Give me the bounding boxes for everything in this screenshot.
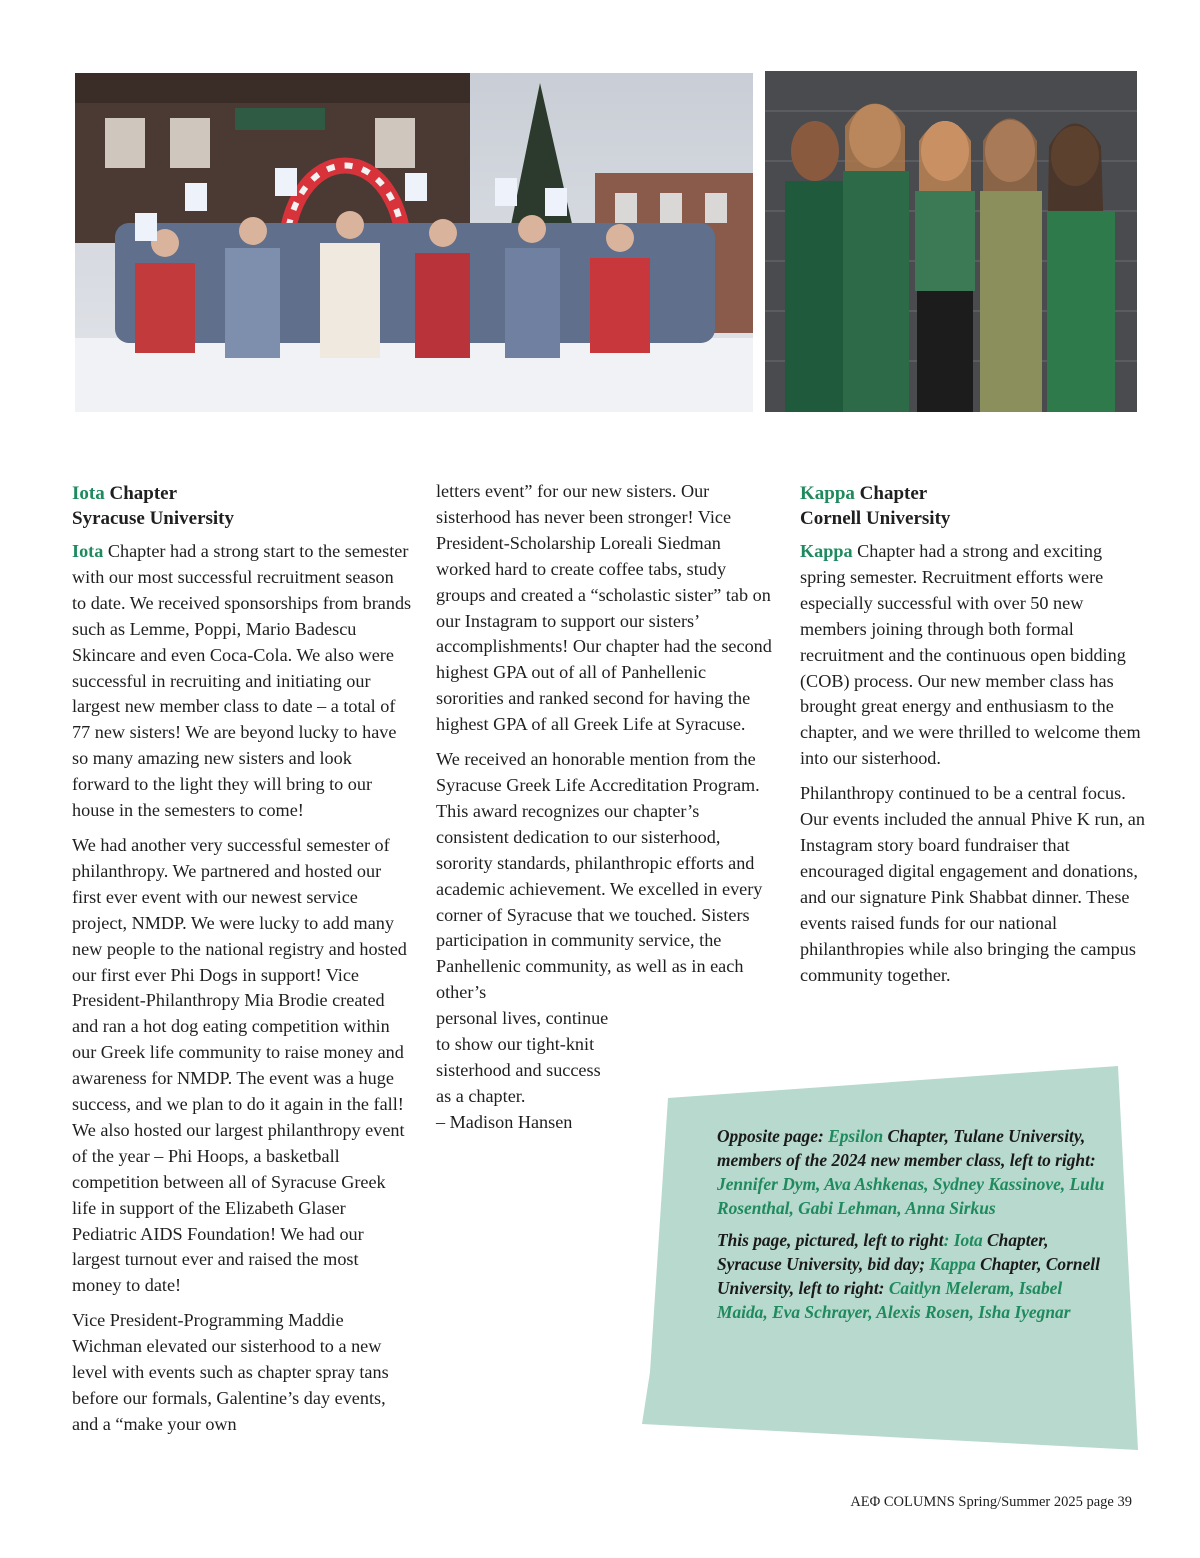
iota-paragraph-5-line-1: personal lives, continue xyxy=(436,1008,609,1029)
iota-university: Syracuse University xyxy=(72,508,235,529)
iota-heading xyxy=(72,481,412,531)
caption-1-b: Epsilon xyxy=(828,1126,884,1146)
caption-2-d: Kappa xyxy=(929,1254,976,1274)
iota-continued-column xyxy=(436,479,776,1136)
iota-paragraph-4: letters event” for our new sisters. Our sisterhood has never been stronger! Vice President-Scholarship Loreali Siedman worked hard to create coffee tabs, study groups and created a “scholastic sister” tab on our Instagram to support our sisters’ accomplishments! Our chapter had the second highest GPA out of all of Panhellenic sororities and ranked second for having the highest GPA of all Greek Life at Syracuse. xyxy=(436,481,772,735)
kappa-paragraph-1-lead: Kappa xyxy=(800,541,853,561)
caption-2-b: : Iota xyxy=(943,1230,983,1250)
caption-2-f: Caitlyn Meleram, Isabel Maida, Eva Schrayer, Alexis Rosen, Isha Iyegnar xyxy=(717,1278,1071,1322)
caption-2-a: This page, pictured, left to right xyxy=(717,1230,944,1250)
kappa-column xyxy=(800,481,1145,997)
caption-2-c: Chapter, Syracuse University, bid day; xyxy=(717,1230,1049,1274)
caption-1-a: Opposite page: xyxy=(717,1126,829,1146)
iota-paragraph-3: Vice President-Programming Maddie Wichman elevated our sisterhood to a new level with events such as chapter spray tans before our formals, Galentine’s day events, and a “make your own xyxy=(72,1310,389,1434)
kappa-paragraph-2: Philanthropy continued to be a central focus. Our events included the annual Phive K run, an Instagram story board fundraiser that encouraged digital engagement and donations, and our signature Pink Shabbat dinner. These events raised funds for our national philanthropies while also bringing the campus community together. xyxy=(800,783,1145,985)
caption-2-e: Chapter, Cornell University, left to right: xyxy=(717,1254,1100,1298)
iota-chapter-name: Iota xyxy=(72,483,105,504)
iota-paragraph-1-lead: Iota xyxy=(72,541,104,561)
iota-paragraph-5-line-3: sisterhood and success xyxy=(436,1059,601,1080)
caption-opposite-page xyxy=(717,1124,1112,1220)
iota-paragraph-5-line-2: to show our tight-knit xyxy=(436,1034,595,1055)
iota-paragraph-1 xyxy=(72,539,412,824)
kappa-chapter-name: Kappa xyxy=(800,483,855,504)
iota-paragraph-2: We had another very successful semester of philanthropy. We partnered and hosted our first ever event with our newest service project, NMDP. We were lucky to add many new people to the national registry and hosted our first ever Phi Dogs in support! Vice President-Philanthropy Mia Brodie created and ran a hot dog eating competition within our Greek life community to raise money and awareness for NMDP. The event was a huge success, and we plan to do it again in the fall! We also hosted our largest philanthropy event of the year – Phi Hoops, a basketball competition between all of Syracuse Greek life in support of the Elizabeth Glaser Pediatric AIDS Foundation! We had our largest turnout ever and raised the most money to date! xyxy=(72,834,407,1296)
kappa-members-photo xyxy=(765,71,1137,412)
iota-paragraph-1-body: Chapter had a strong start to the semester with our most successful recruitment season to date. We received sponsorships from brands such as Lemme, Poppi, Mario Badescu Skincare and even Coca-Cola. We also were successful in recruiting and initiating our largest new member class to date – a total of 77 new sisters! We are beyond lucky to have so many amazing new sisters and look forward to the light they will bring to our house in the semesters to come! xyxy=(72,541,412,821)
kappa-university: Cornell University xyxy=(800,508,951,529)
caption-1-c: Chapter, Tulane University, members of the 2024 new member class, left to right: xyxy=(717,1126,1096,1170)
iota-chapter-word: Chapter xyxy=(104,483,178,504)
iota-paragraph-5-line-4: as a chapter. xyxy=(436,1085,526,1106)
kappa-chapter-word: Chapter xyxy=(854,483,928,504)
iota-column xyxy=(72,481,412,1447)
kappa-paragraph-1 xyxy=(800,539,1145,772)
iota-bid-day-photo xyxy=(75,73,753,412)
kappa-heading xyxy=(800,481,1145,531)
kappa-paragraph-1-body: Chapter had a strong and exciting spring semester. Recruitment efforts were especially successful with over 50 new members joining through both formal recruitment and the continuous open bidding (COB) process. Our new member class has brought great energy and enthusiasm to the chapter, and we were thrilled to welcome them into our sisterhood. xyxy=(800,541,1141,769)
iota-paragraph-5-body: We received an honorable mention from the Syracuse Greek Life Accreditation Program. This award recognizes our chapter’s consistent dedication to our sisterhood, sorority standards, philanthropic efforts and academic achievement. We excelled in every corner of Syracuse that we touched. Sisters participation in community service, the Panhellenic community, as well as in each other’s xyxy=(436,749,763,1003)
photo-captions xyxy=(717,1124,1112,1332)
group-photo-iota-bid-day-icon xyxy=(75,73,753,412)
caption-this-page xyxy=(717,1228,1112,1324)
caption-1-d: Jennifer Dym, Ava Ashkenas, Sydney Kassinove, Lulu Rosenthal, Gabi Lehman, Anna Sirkus xyxy=(717,1174,1105,1218)
iota-signature: – Madison Hansen xyxy=(436,1111,573,1132)
page-footer: AEΦ COLUMNS Spring/Summer 2025 page 39 xyxy=(850,1494,1132,1510)
group-photo-kappa-members-icon xyxy=(765,71,1137,412)
